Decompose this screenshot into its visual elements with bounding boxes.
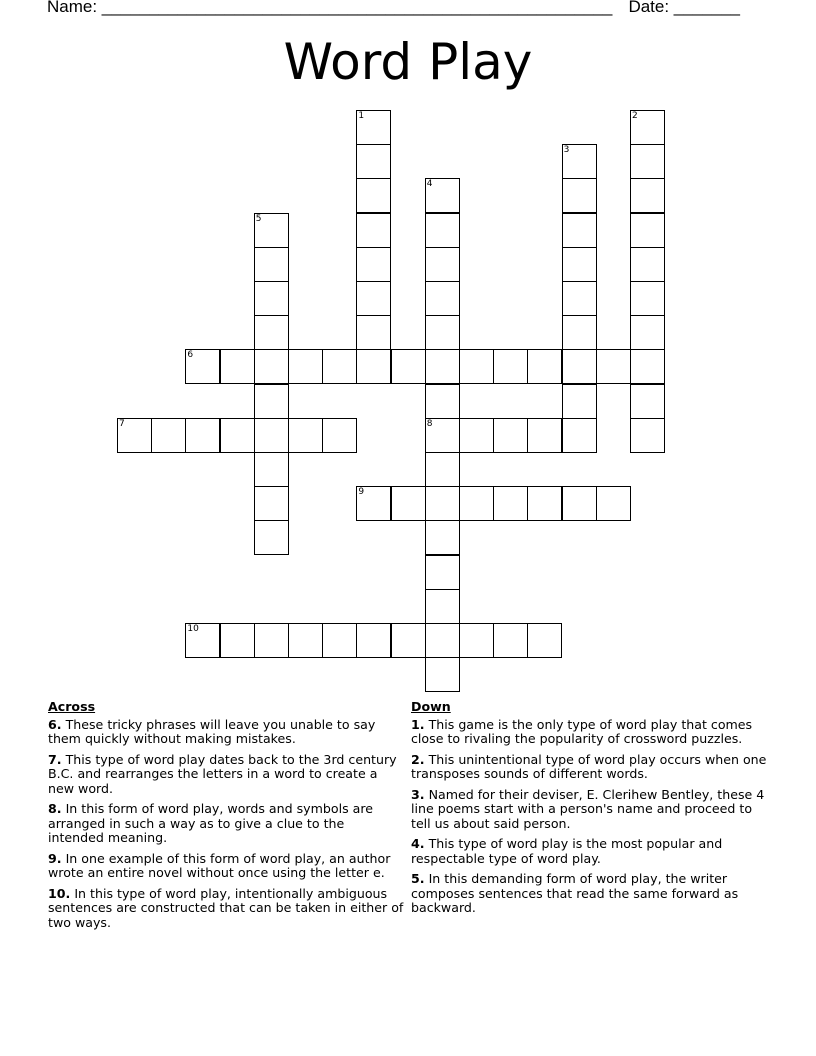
name-field[interactable]: Name: ______________________________________________________ — [47, 0, 613, 16]
clue-text: This type of word play is the most popular and respectable type of word play. — [411, 836, 723, 866]
clue-down-3 — [411, 788, 773, 832]
clue-text: These tricky phrases will leave you unable to say them quickly without making mistakes. — [48, 716, 376, 746]
crossword-cell[interactable] — [630, 384, 665, 419]
clue-number: 7. — [48, 751, 62, 767]
crossword-cell[interactable] — [356, 110, 391, 145]
crossword-cell[interactable] — [151, 418, 186, 453]
clue-across-7 — [48, 753, 404, 797]
crossword-cell[interactable] — [254, 247, 289, 282]
crossword-cell[interactable] — [117, 418, 152, 453]
crossword-cell[interactable] — [630, 247, 665, 282]
crossword-cell[interactable] — [425, 452, 460, 487]
crossword-cell[interactable] — [630, 418, 665, 453]
crossword-cell[interactable] — [493, 418, 528, 453]
clue-down-2 — [411, 753, 773, 782]
crossword-cell[interactable] — [356, 623, 391, 658]
crossword-cell[interactable] — [630, 213, 665, 248]
clue-text: Named for their deviser, E. Clerihew Bentley, these 4 line poems start with a person's name and proceed to tell us about said person. — [411, 786, 765, 831]
clue-across-6 — [48, 718, 404, 747]
crossword-cell[interactable] — [254, 349, 289, 384]
page-title: Word Play — [283, 33, 533, 91]
clue-number-label: 9 — [358, 487, 365, 498]
crossword-cell[interactable] — [254, 281, 289, 316]
across-heading: Across — [48, 699, 96, 714]
crossword-cell[interactable] — [288, 623, 323, 658]
crossword-cell[interactable] — [254, 486, 289, 521]
crossword-cell[interactable] — [459, 349, 494, 384]
clue-text: This game is the only type of word play that comes close to rivaling the popularity of crossword puzzles. — [411, 716, 753, 746]
crossword-cell[interactable] — [425, 281, 460, 316]
clue-text: In this form of word play, words and symbols are arranged in such a way as to give a clue to the intended meaning. — [48, 801, 374, 845]
crossword-cell[interactable] — [459, 623, 494, 658]
crossword-cell[interactable] — [596, 486, 631, 521]
crossword-cell[interactable] — [322, 623, 357, 658]
clue-text: This type of word play dates back to the 3rd century B.C. and rearranges the letters in a word to create a new word. — [48, 751, 397, 796]
crossword-cell[interactable] — [425, 315, 460, 350]
crossword-cell[interactable] — [630, 349, 665, 384]
crossword-cell[interactable] — [425, 555, 460, 590]
clue-number: 9. — [48, 850, 62, 866]
clue-number-label: 3 — [563, 145, 570, 156]
crossword-cell[interactable] — [288, 418, 323, 453]
crossword-cell[interactable] — [356, 281, 391, 316]
crossword-cell[interactable] — [562, 384, 597, 419]
crossword-cell[interactable] — [254, 452, 289, 487]
crossword-cell[interactable] — [322, 349, 357, 384]
clue-across-10 — [48, 887, 404, 931]
across-clues — [48, 700, 404, 936]
crossword-cell[interactable] — [630, 110, 665, 145]
crossword-cell[interactable] — [630, 315, 665, 350]
crossword-cell[interactable] — [562, 281, 597, 316]
crossword-cell[interactable] — [356, 486, 391, 521]
crossword-cell[interactable] — [254, 418, 289, 453]
crossword-cell[interactable] — [356, 144, 391, 179]
crossword-cell[interactable] — [630, 144, 665, 179]
clue-number-label: 1 — [358, 111, 365, 121]
crossword-cell[interactable] — [254, 623, 289, 658]
crossword-cell[interactable] — [356, 247, 391, 282]
crossword-cell[interactable] — [220, 418, 255, 453]
clue-number-label: 5 — [255, 213, 262, 224]
clue-number-label: 10 — [187, 624, 199, 634]
crossword-cell[interactable] — [254, 315, 289, 350]
crossword-cell[interactable] — [185, 349, 220, 384]
crossword-cell[interactable] — [562, 315, 597, 350]
crossword-cell[interactable] — [459, 486, 494, 521]
crossword-cell[interactable] — [356, 349, 391, 384]
crossword-cell[interactable] — [322, 418, 357, 453]
crossword-cell[interactable] — [185, 418, 220, 453]
crossword-cell[interactable] — [254, 520, 289, 555]
down-heading: Down — [411, 699, 451, 714]
clue-number-label: 4 — [426, 179, 433, 190]
crossword-cell[interactable] — [425, 349, 460, 384]
crossword-cell[interactable] — [493, 349, 528, 384]
crossword-cell[interactable] — [288, 349, 323, 384]
crossword-cell[interactable] — [630, 281, 665, 316]
clue-number-label: 6 — [187, 350, 194, 361]
crossword-cell[interactable] — [185, 623, 220, 658]
crossword-cell[interactable] — [527, 623, 562, 658]
down-clues — [411, 700, 773, 922]
crossword-cell[interactable] — [527, 486, 562, 521]
crossword-cell[interactable] — [391, 349, 426, 384]
crossword-cell[interactable] — [254, 384, 289, 419]
crossword-cell[interactable] — [562, 247, 597, 282]
crossword-cell[interactable] — [391, 623, 426, 658]
crossword-cell[interactable] — [527, 418, 562, 453]
crossword-cell[interactable] — [220, 623, 255, 658]
crossword-cell[interactable] — [254, 213, 289, 248]
clue-number-label: 2 — [632, 111, 638, 121]
crossword-cell[interactable] — [425, 384, 460, 419]
crossword-cell[interactable] — [630, 178, 665, 213]
clue-number-label: 8 — [426, 418, 433, 429]
crossword-cell[interactable] — [425, 623, 460, 658]
crossword-cell[interactable] — [356, 213, 391, 248]
clue-number: 6. — [48, 716, 62, 732]
clue-down-5 — [411, 872, 773, 916]
clue-down-1 — [411, 718, 773, 747]
crossword-cell[interactable] — [596, 349, 631, 384]
date-field[interactable]: Date: _______ — [628, 0, 740, 16]
clue-text: This unintentional type of word play occurs when one transposes sounds of different words. — [411, 751, 767, 781]
clue-across-8 — [48, 802, 404, 846]
crossword-cell[interactable] — [356, 315, 391, 350]
clue-text: In this demanding form of word play, the writer composes sentences that read the same forward as backward. — [411, 871, 739, 915]
crossword-cell[interactable] — [562, 178, 597, 213]
crossword-cell[interactable] — [425, 178, 460, 213]
clue-number: 2. — [411, 751, 425, 767]
crossword-cell[interactable] — [562, 213, 597, 248]
crossword-cell[interactable] — [493, 623, 528, 658]
crossword-cell[interactable] — [391, 486, 426, 521]
crossword-cell[interactable] — [562, 418, 597, 453]
crossword-cell[interactable] — [425, 418, 460, 453]
crossword-cell[interactable] — [356, 178, 391, 213]
clue-number: 10. — [48, 885, 71, 901]
crossword-cell[interactable] — [527, 349, 562, 384]
crossword-cell[interactable] — [562, 349, 597, 384]
clue-across-9 — [48, 852, 404, 881]
crossword-cell[interactable] — [425, 520, 460, 555]
header — [47, 0, 740, 17]
crossword-cell[interactable] — [425, 486, 460, 521]
crossword-cell[interactable] — [425, 213, 460, 248]
clue-number: 5. — [411, 871, 425, 886]
crossword-cell[interactable] — [425, 247, 460, 282]
clue-number: 4. — [411, 836, 425, 851]
crossword-cell[interactable] — [220, 349, 255, 384]
crossword-cell[interactable] — [425, 657, 460, 692]
crossword-cell[interactable] — [425, 589, 460, 624]
crossword-cell[interactable] — [459, 418, 494, 453]
clue-number: 8. — [48, 801, 62, 816]
clue-text: In one example of this form of word play, an author wrote an entire novel without once using the letter e. — [48, 850, 391, 880]
clue-number-label: 7 — [119, 418, 125, 429]
crossword-cell[interactable] — [493, 486, 528, 521]
clue-down-4 — [411, 837, 773, 866]
clue-number: 3. — [411, 786, 425, 802]
clue-text: In this type of word play, intentionally ambiguous sentences are constructed that can be taken in either of two ways. — [48, 885, 404, 930]
clue-number: 1. — [411, 716, 425, 732]
crossword-cell[interactable] — [562, 144, 597, 179]
crossword-cell[interactable] — [562, 486, 597, 521]
